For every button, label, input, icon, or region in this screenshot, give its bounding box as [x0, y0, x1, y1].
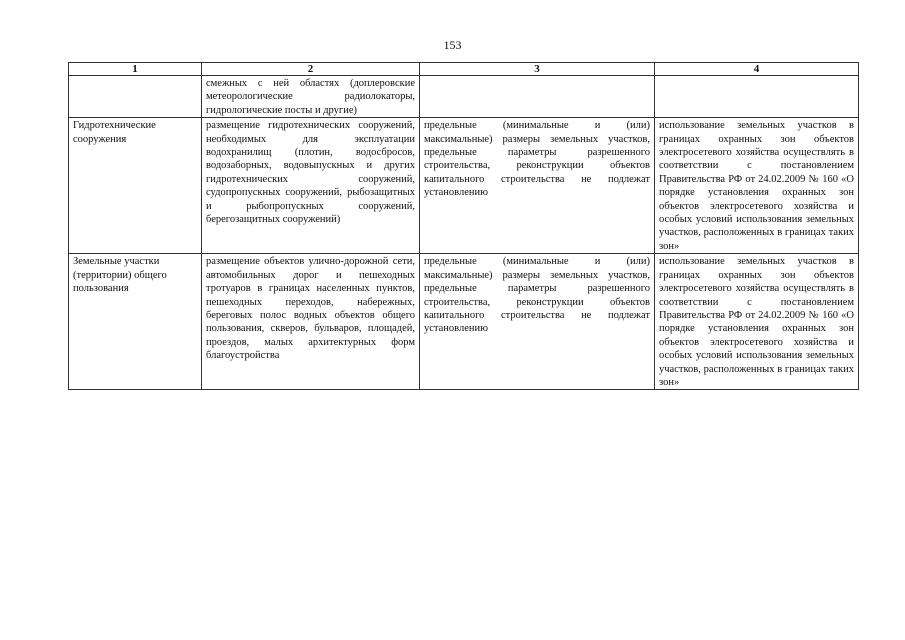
cell-restrictions [655, 76, 859, 118]
cell-type [69, 76, 202, 118]
column-header-4: 4 [655, 63, 859, 76]
cell-permitted-use: смежных с ней областях (доплеровские метеорологические радиолокаторы, гидрологические посты и другие) [202, 76, 420, 118]
column-header-1: 1 [69, 63, 202, 76]
table-header-row [69, 63, 859, 76]
cell-parameters: предельные (минимальные и (или) максимальные) размеры земельных участков, предельные параметры разрешенного строительства, реконструкции объектов капитального строительства не подлежат установлению [420, 254, 655, 390]
cell-restrictions: использование земельных участков в границах охранных зон объектов электросетевого хозяйства осуществлять в соответствии с постановлением Правительства РФ от 24.02.2009 № 160 «О порядке установления охранных зон объектов электросетевого хозяйства и особых условий использования земельных участков, расположенных в границах таких зон» [655, 254, 859, 390]
table-row [69, 118, 859, 254]
table-row [69, 254, 859, 390]
cell-parameters: предельные (минимальные и (или) максимальные) размеры земельных участков, предельные параметры разрешенного строительства, реконструкции объектов капитального строительства не подлежат установлению [420, 118, 655, 254]
column-header-2: 2 [202, 63, 420, 76]
column-header-3: 3 [420, 63, 655, 76]
cell-type: Гидротехнические сооружения [69, 118, 202, 254]
cell-permitted-use: размещение объектов улично-дорожной сети, автомобильных дорог и пешеходных тротуаров в границах населенных пунктов, пешеходных переходов, набережных, береговых полос водных объектов общего пользования, скверов, бульваров, площадей, проездов, малых архитектурных форм благоустройства [202, 254, 420, 390]
table-row [69, 76, 859, 118]
page-number: 153 [443, 38, 462, 52]
cell-restrictions: использование земельных участков в границах охранных зон объектов электросетевого хозяйства осуществлять в соответствии с постановлением Правительства РФ от 24.02.2009 № 160 «О порядке установления охранных зон объектов электросетевого хозяйства и особых условий использования земельных участков, расположенных в границах таких зон» [655, 118, 859, 254]
zoning-table [68, 62, 859, 390]
cell-parameters [420, 76, 655, 118]
cell-permitted-use: размещение гидротехнических сооружений, необходимых для эксплуатации водохранилищ (плотин, водосбросов, водозаборных, водовыпускных и других гидротехнических сооружений, судопропускных сооружений, рыбозащитных и рыбопропускных сооружений, берегозащитных сооружений) [202, 118, 420, 254]
cell-type: Земельные участки (территории) общего пользования [69, 254, 202, 390]
